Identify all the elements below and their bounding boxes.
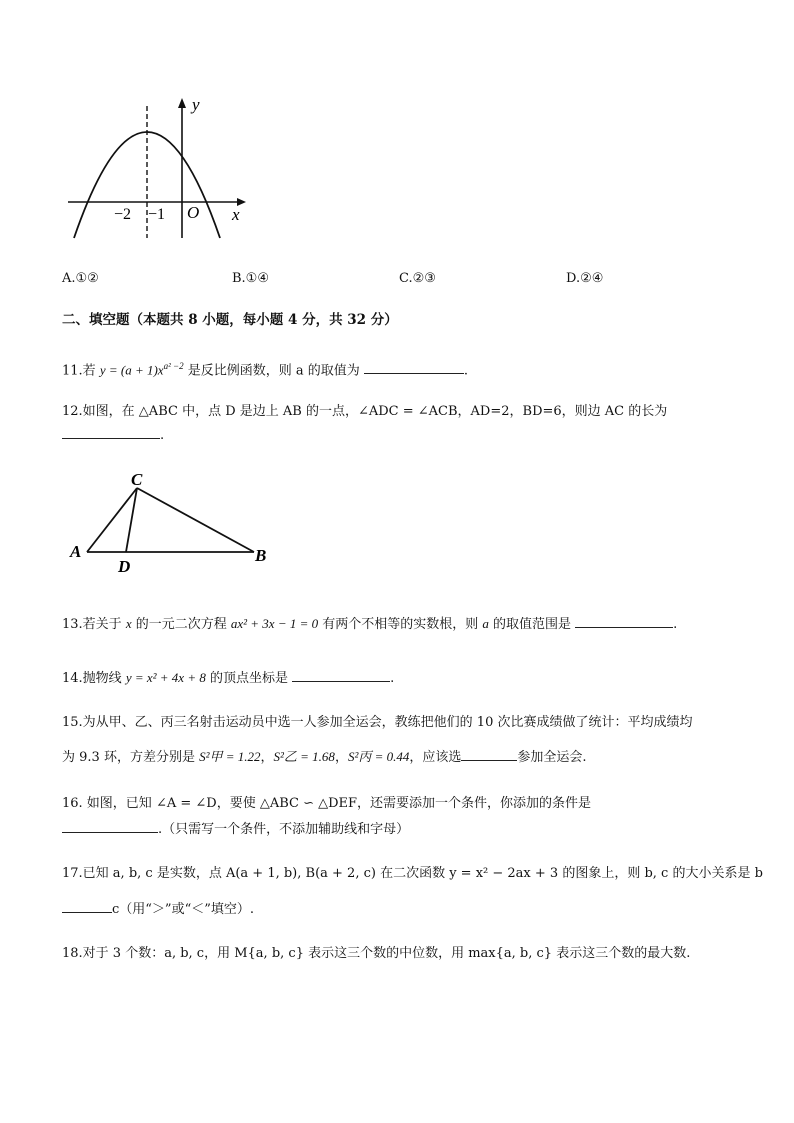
question-15-line1: 15.为从甲、乙、丙三名射击运动员中选一人参加全运会，教练把他们的 10 次比赛成绩做了统计：平均成绩均 <box>62 715 693 730</box>
q14-equation: y = x² + 4x + 8 <box>125 670 206 685</box>
segment-cd <box>126 488 137 552</box>
q15-line2-mid: ，应该选 <box>409 750 462 765</box>
y-axis-arrow <box>178 98 186 108</box>
q11-text: 是反比例函数，则 a 的取值为 <box>187 363 360 379</box>
q11-formula: y = (a + 1)x <box>99 362 164 378</box>
option-b: B.①④ <box>232 271 269 286</box>
side-ac <box>87 488 137 552</box>
parabola-figure <box>62 94 252 244</box>
q12-end: . <box>160 428 165 443</box>
option-a: A.①② <box>62 271 99 286</box>
option-d: D.②④ <box>566 271 604 286</box>
question-12-line2 <box>62 424 164 446</box>
q11-end: . <box>463 363 469 379</box>
tick-label-neg1: −1 <box>148 206 166 223</box>
question-13 <box>62 613 677 635</box>
x-axis-label: x <box>232 205 240 224</box>
vertex-c-label: C <box>131 470 143 489</box>
q15-line2-pre: 为 9.3 环，方差分别是 <box>62 750 200 765</box>
q13-equation: ax² + 3x − 1 = 0 <box>230 616 319 631</box>
q13-var-x: x <box>125 616 132 631</box>
option-c: C.②③ <box>399 271 436 286</box>
question-17-line2 <box>62 898 254 920</box>
q11-number: 11.若 <box>62 363 96 379</box>
q15-variance-yi: S²乙 = 1.68 <box>273 749 335 764</box>
question-16-line2 <box>62 818 409 840</box>
triangle-figure <box>62 466 282 578</box>
q14-answer-blank <box>292 667 390 682</box>
question-18: 18.对于 3 个数：a, b, c，用 M{a, b, c} 表示这三个数的中位数，用 max{a, b, c} 表示这三个数的最大数. <box>62 946 691 961</box>
q13-end: . <box>673 617 678 632</box>
q15-variance-bing: S²丙 = 0.44 <box>347 749 410 764</box>
q16-line2-text: .（只需写一个条件，不添加辅助线和字母） <box>158 822 410 837</box>
q16-answer-blank <box>62 818 158 833</box>
q14-end: . <box>390 671 395 686</box>
section-title: 二、填空题（本题共 8 小题，每小题 4 分，共 32 分） <box>62 312 398 328</box>
q14-post: 的顶点坐标是 <box>205 671 288 686</box>
q13-post: 有两个不相等的实数根，则 <box>318 617 483 632</box>
question-16-line1: 16. 如图，已知 ∠A = ∠D，要使 △ABC ∽ △DEF，还需要添加一个条件，你添加的条件是 <box>62 796 592 811</box>
q15-answer-blank <box>461 746 517 761</box>
question-14 <box>62 667 394 689</box>
vertex-b-label: B <box>255 546 267 565</box>
y-axis-label: y <box>192 95 200 114</box>
tick-label-neg2: −2 <box>114 206 132 223</box>
q12-answer-blank <box>62 424 160 439</box>
point-d-label: D <box>118 557 131 576</box>
q13-mid: 的一元二次方程 <box>131 617 231 632</box>
q17-line2-text: c（用“＞”或“＜”填空）. <box>112 902 254 917</box>
q13-answer-blank <box>575 613 673 628</box>
question-12-line1: 12.如图，在 △ABC 中，点 D 是边上 AB 的一点，∠ADC = ∠ACB，AD=2，BD=6，则边 AC 的长为 <box>62 404 668 419</box>
q13-var-a: a <box>482 616 489 631</box>
question-17-line1: 17.已知 a, b, c 是实数，点 A(a + 1, b), B(a + 2, c) 在二次函数 y = x² − 2ax + 3 的图象上，则 b, c 的大小关系是 b <box>62 866 763 881</box>
origin-label: O <box>187 203 200 222</box>
q13-pre: 13.若关于 <box>62 617 126 632</box>
question-11 <box>62 356 468 381</box>
side-bc <box>137 488 254 552</box>
q11-exponent: a² −2 <box>163 361 184 371</box>
q13-post2: 的取值范围是 <box>488 617 572 632</box>
q15-line2-end: 参加全运会. <box>517 750 587 765</box>
q17-answer-blank <box>62 898 112 913</box>
q11-answer-blank <box>364 359 464 374</box>
q14-pre: 14.抛物线 <box>62 671 126 686</box>
vertex-a-label: A <box>70 542 82 561</box>
question-15-line2: 为 9.3 环，方差分别是 S²甲 = 1.22，S²乙 = 1.68，S²丙 = 0.44，应该选 参加全运会. <box>62 746 587 768</box>
q15-variance-jia: S²甲 = 1.22 <box>199 749 261 764</box>
